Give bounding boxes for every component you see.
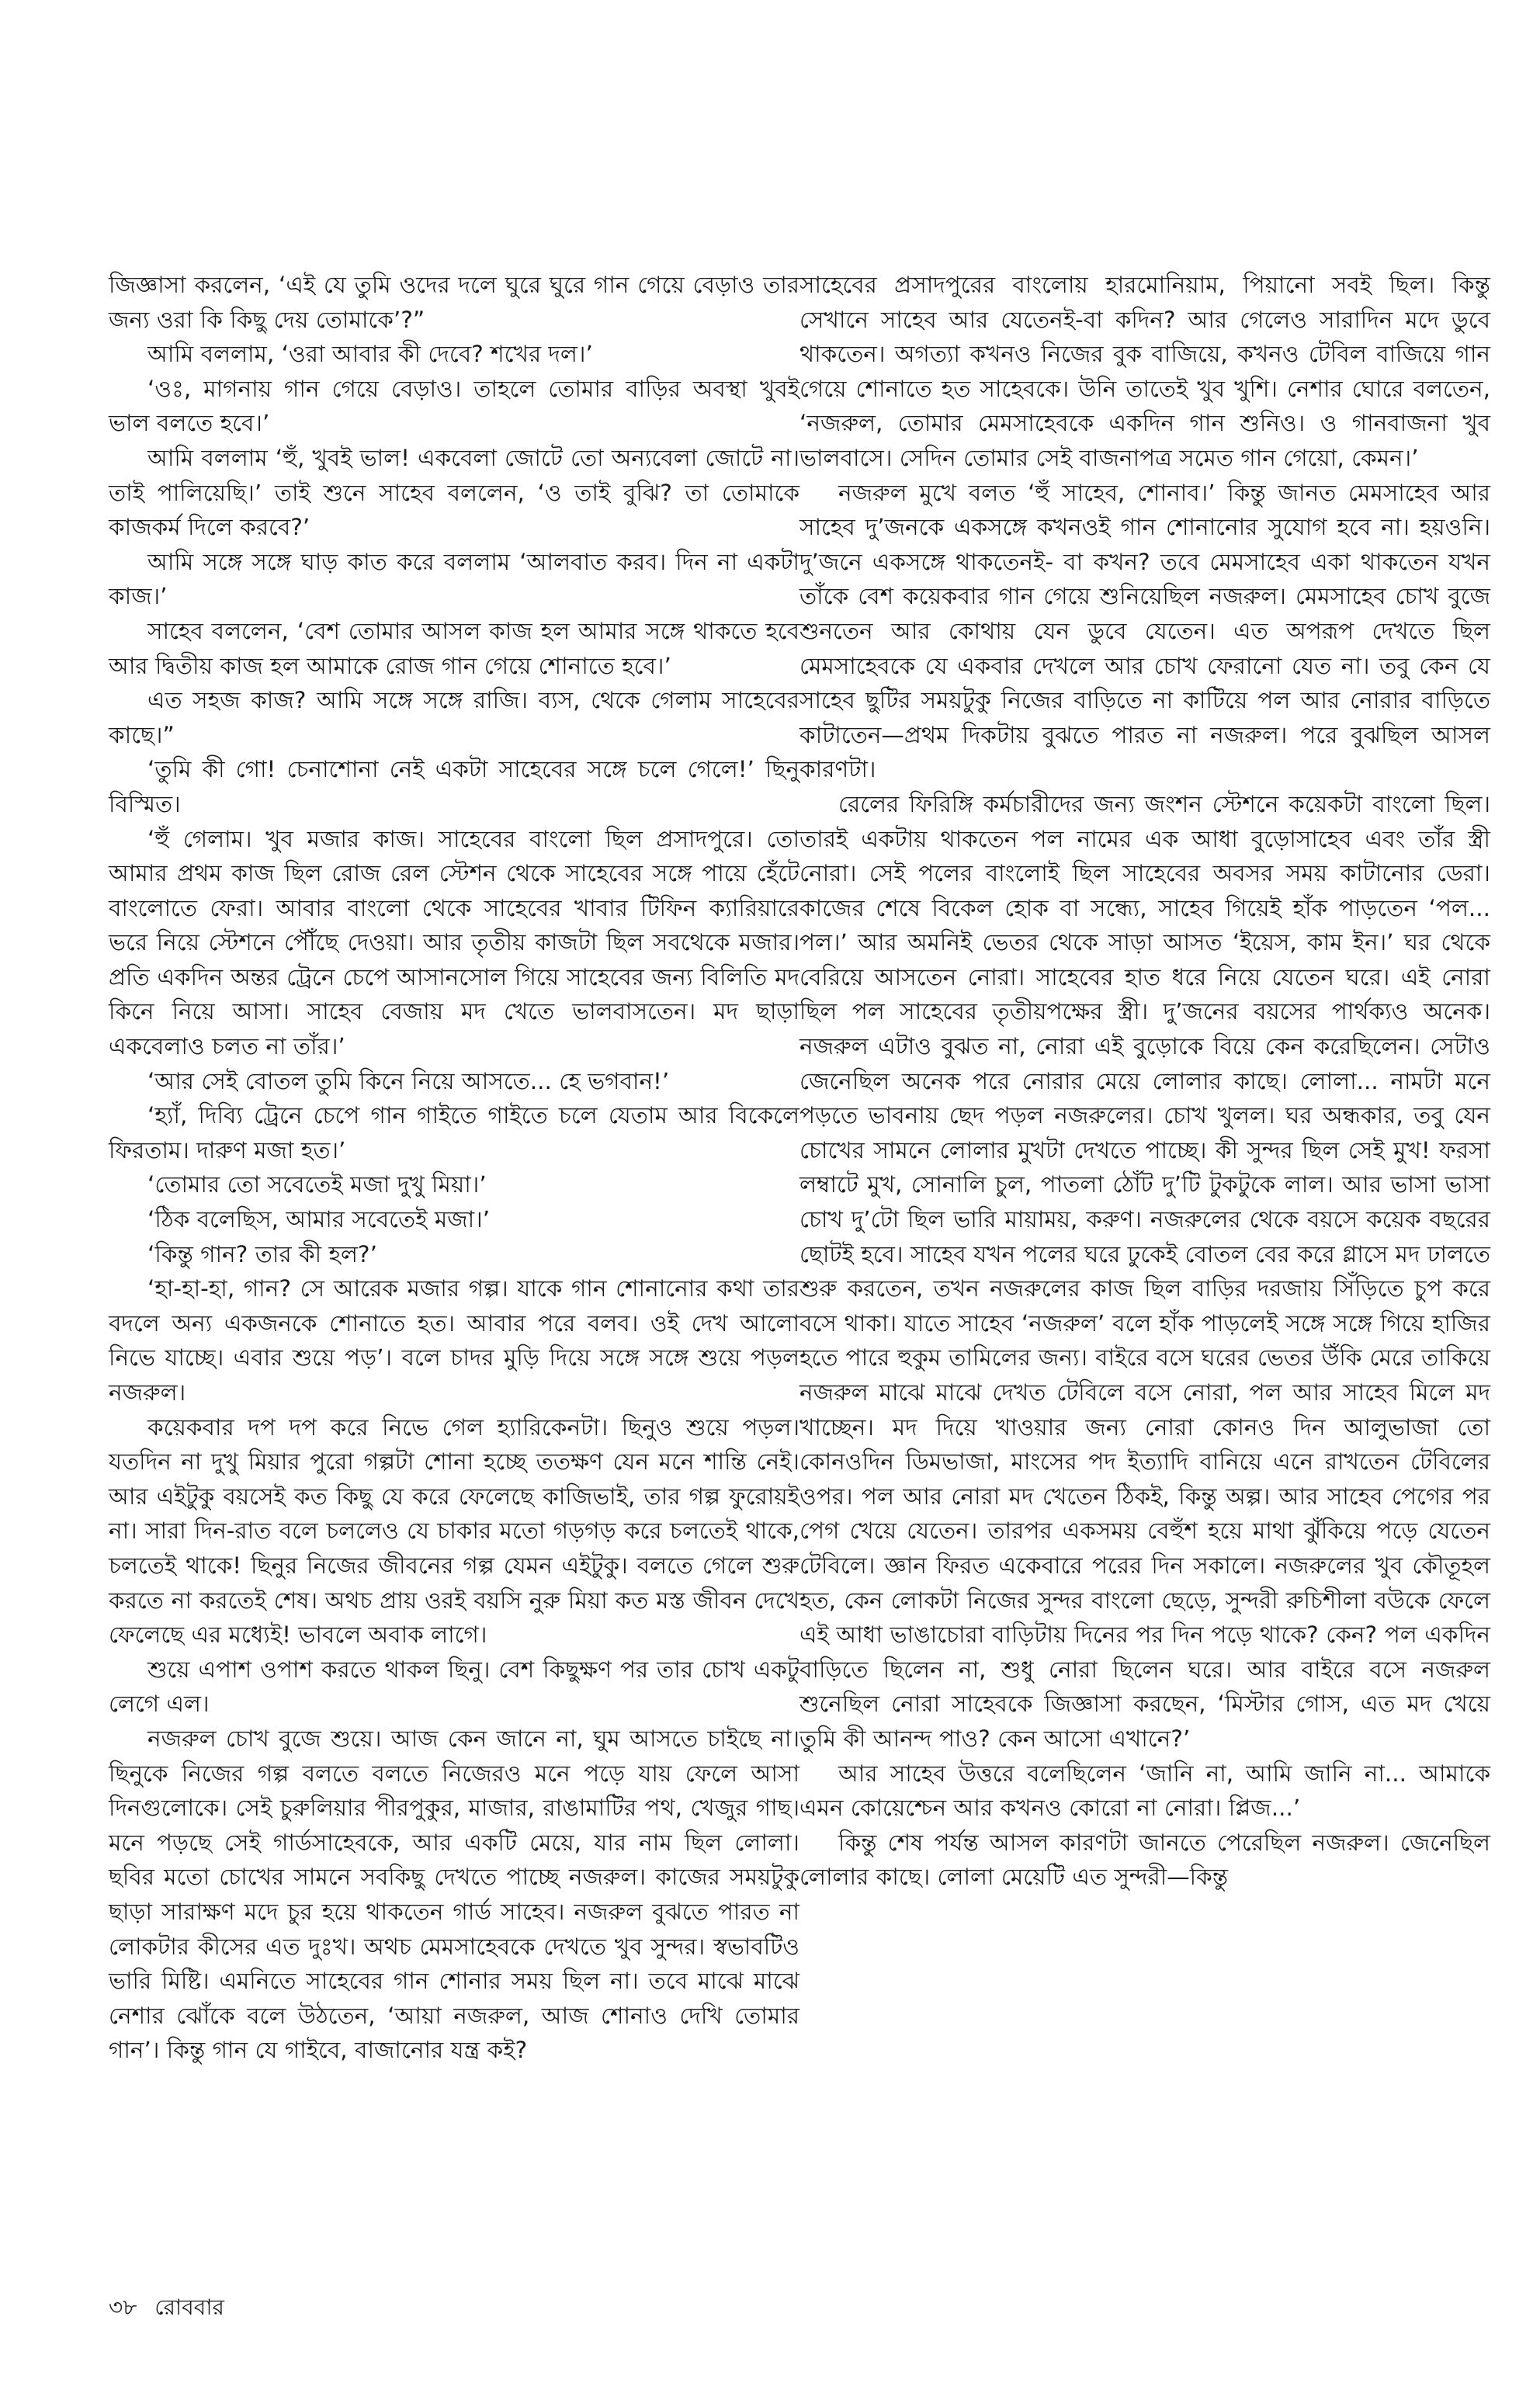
paragraph: নজরুল চোখ বুজে শুয়ে। আজ কেন জানে না, ঘুম আসতে চাইছে না। ছিনুকে নিজের গল্প বলতে বলতে নিজেরও মনে পড়ে যায় ফেলে আসা দিনগুলোকে। সেই চুরুলিয়ার পীরপুকুর, মাজার, রাঙামাটির পথ, খেজুর গাছ। মনে পড়ছে সেই গার্ডসাহেবকে, আর একটি মেয়ে, যার নাম ছিল লোলা। ছবির মতো চোখের সামনে সবকিছু দেখতে পাচ্ছে নজরুল। কাজের সময়টুকু ছাড়া সারাক্ষণ মদে চুর হয়ে থাকতেন গার্ড সাহেব। নজরুল বুঝতে পারত না লোকটার কীসের এত দুঃখ। অথচ মেমসাহেবকে দেখতে খুব সুন্দর। স্বভাবটিও ভারি মিষ্টি। এমনিতে সাহেবের গান শোনার সময় ছিল না। তবে মাঝে মাঝে নেশার ঝোঁকে বলে উঠতেন, ‘আয়া নজরুল, আজ শোনাও দেখি তোমার গান’। কিন্তু গান যে গাইবে, বাজানোর যন্ত্র কই?	[109, 1725, 799, 2064]
paragraph: এত সহজ কাজ? আমি সঙ্গে সঙ্গে রাজি। ব্যস, থেকে গেলাম সাহেবের কাছে।”	[109, 687, 799, 748]
paragraph: ‘হ্যাঁ, দিব্যি ট্রেনে চেপে গান গাইতে গাইতে চলে যেতাম আর বিকেলে ফিরতাম। দারুণ মজা হত।’	[109, 1102, 799, 1164]
paragraph: ‘কিন্তু গান? তার কী হল?’	[147, 1240, 377, 1268]
paragraph: নজরুল মুখে বলত ‘হুঁ সাহেব, শোনাব।’ কিন্তু জানত মেমসাহেব আর সাহেব দু’জনকে একসঙ্গে কখনওই গান শোনানোর সুযোগ হবে না। হয়ওনি। দু’জনে একসঙ্গে থাকতেনই- বা কখন? তবে মেমসাহেব একা থাকতেন যখন তাঁকে বেশ কয়েকবার গান গেয়ে শুনিয়েছিল নজরুল। মেমসাহেব চোখ বুজে শুনতেন আর কোথায় যেন ডুবে যেতেন। এত অপরূপ দেখতে ছিল মেমসাহেবকে যে একবার দেখলে আর চোখ ফেরানো যেত না। তবু কেন যে সাহেব ছুটির সময়টুকু নিজের বাড়িতে না কাটিয়ে পল আর নোরার বাড়িতে কাটাতেন—প্রথম দিকটায় বুঝতে পারত না নজরুল। পরে বুঝছিল আসল কারণটা।	[799, 479, 1490, 783]
paragraph: সাহেবের প্রসাদপুরের বাংলোয় হারমোনিয়াম, পিয়ানো সবই ছিল। কিন্তু সেখানে সাহেব আর যেতেনই-বা কদিন? আর গেলেও সারাদিন মদে ডুবে থাকতেন। অগত্যা কখনও নিজের বুক বাজিয়ে, কখনও টেবিল বাজিয়ে গান গেয়ে শোনাতে হত সাহেবকে। উনি তাতেই খুব খুশি। নেশার ঘোরে বলতেন, ‘নজরুল, তোমার মেমসাহেবকে একদিন গান শুনিও। ও গানবাজনা খুব ভালবাসে। সেদিন তোমার সেই বাজনাপত্র সমেত গান গেয়ো, কেমন।’	[799, 272, 1490, 471]
paragraph: শুয়ে এপাশ ওপাশ করতে থাকল ছিনু। বেশ কিছুক্ষণ পর তার চোখ একটু লেগে এল।	[109, 1656, 799, 1718]
page-number: ৩৮	[109, 2294, 137, 2320]
paragraph: ‘ঠিক বলেছিস, আমার সবেতেই মজা।’	[147, 1206, 491, 1233]
page-footer	[109, 2294, 224, 2322]
paragraph: আমি সঙ্গে সঙ্গে ঘাড় কাত করে বললাম ‘আলবাত করব। দিন না একটা কাজ।’	[109, 548, 799, 610]
paragraph: ‘আর সেই বোতল তুমি কিনে নিয়ে আসতে... হে ভগবান!’	[147, 1067, 670, 1094]
paragraph: কিন্তু শেষ পর্যন্ত আসল কারণটা জানতে পেরেছিল নজরুল। জেনেছিল লোলার কাছে। লোলা মেয়েটি এত সুন্দরী—কিন্তু	[799, 1829, 1490, 1891]
paragraph: সাহেব বললেন, ‘বেশ তোমার আসল কাজ হল আমার সঙ্গে থাকতে হবে আর দ্বিতীয় কাজ হল আমাকে রোজ গান গেয়ে শোনাতে হবে।’	[109, 617, 799, 679]
paragraph: ‘ওঃ, মাগনায় গান গেয়ে বেড়াও। তাহলে তোমার বাড়ির অবস্থা খুবই ভাল বলতে হবে।’	[109, 375, 799, 437]
right-column	[799, 268, 1490, 1895]
paragraph: রেলের ফিরিঙ্গি কর্মচারীদের জন্য জংশন স্টেশনে কয়েকটা বাংলো ছিল। তারই একটায় থাকতেন পল নামের এক আধা বুড়োসাহেব এবং তাঁর স্ত্রী নোরা। সেই পলের বাংলোই ছিল সাহেবের অবসর সময় কাটানোর ডেরা। কাজের শেষে বিকেল হোক বা সন্ধ্যে, সাহেব গিয়েই হাঁক পাড়তেন ‘পল... পল।’ আর অমনিই ভেতর থেকে সাড়া আসত ‘ইয়েস, কাম ইন।’ ঘর থেকে বেরিয়ে আসতেন নোরা। সাহেবের হাত ধরে নিয়ে যেতেন ঘরে। এই নোরা ছিল পল সাহেবের তৃতীয়পক্ষের স্ত্রী। দু’জনের বয়সের পার্থক্যও অনেক। নজরুল এটাও বুঝত না, নোরা এই বুড়োকে বিয়ে কেন করেছিলেন। সেটাও জেনেছিল অনেক পরে নোরার মেয়ে লোলার কাছে। লোলা... নামটা মনে পড়তে ভাবনায় ছেদ পড়ল নজরুলের। চোখ খুলল। ঘর অন্ধকার, তবু যেন চোখের সামনে লোলার মুখটা দেখতে পাচ্ছে। কী সুন্দর ছিল সেই মুখ! ফরসা লম্বাটে মুখ, সোনালি চুল, পাতলা ঠোঁট দু’টি টুকটুকে লাল। আর ভাসা ভাসা চোখ দু’টো ছিল ভারি মায়াময়, করুণ। নজরুলের থেকে বয়সে কয়েক বছরের ছোটই হবে। সাহেব যখন পলের ঘরে ঢুকেই বোতল বের করে গ্লাসে মদ ঢালতে শুরু করতেন, তখন নজরুলের কাজ ছিল বাড়ির দরজায় সিঁড়িতে চুপ করে বসে থাকা। যাতে সাহেব ‘নজরুল’ বলে হাঁক পাড়লেই সঙ্গে সঙ্গে গিয়ে হাজির হতে পারে হুকুম তামিলের জন্য। বাইরে বসে ঘরের ভেতর উঁকি মেরে তাকিয়ে নজরুল মাঝে মাঝে দেখত টেবিলে বসে নোরা, পল আর সাহেব মিলে মদ খাচ্ছেন। মদ দিয়ে খাওয়ার জন্য নোরা কোনও দিন আলুভাজা তো কোনওদিন ডিমভাজা, মাংসের পদ ইত্যাদি বানিয়ে এনে রাখতেন টেবিলের ওপর। পল আর নোরা মদ খেতেন ঠিকই, কিন্তু অল্প। আর সাহেব পেগের পর পেগ খেয়ে যেতেন। তারপর একসময় বেহুঁশ হয়ে মাথা ঝুঁকিয়ে পড়ে যেতেন টেবিলে। জ্ঞান ফিরত একেবারে পরের দিন সকালে। নজরুলের খুব কৌতূহল হত, কেন লোকটা নিজের সুন্দর বাংলো ছেড়ে, সুন্দরী রুচিশীলা বউকে ফেলে এই আধা ভাঙাচোরা বাড়িটায় দিনের পর দিন পড়ে থাকে? কেন? পল একদিন বাড়িতে ছিলেন না, শুধু নোরা ছিলেন ঘরে। আর বাইরে বসে নজরুল শুনেছিল নোরা সাহেবকে জিজ্ঞাসা করছেন, ‘মিস্টার গোস, এত মদ খেয়ে তুমি কী আনন্দ পাও? কেন আসো এখানে?’	[799, 790, 1490, 1752]
paragraph: কয়েকবার দপ দপ করে নিভে গেল হ্যারিকেনটা। ছিনুও শুয়ে পড়ল। যতদিন না দুখু মিয়ার পুরো গল্পটা শোনা হচ্ছে ততক্ষণ যেন মনে শান্তি নেই। আর এইটুকু বয়সেই কত কিছু যে করে ফেলেছে কাজিভাই, তার গল্প ফুরোয়ই না। সারা দিন-রাত বলে চললেও যে চাকার মতো গড়গড় করে চলতেই থাকে, চলতেই থাকে! ছিনুর নিজের জীবনের গল্প যেমন এইটুকু। বলতে গেলে শুরু করতে না করতেই শেষ। অথচ প্রায় ওরই বয়সি নুরু মিয়া কত মস্ত জীবন দেখে ফেলেছে এর মধ্যেই! ভাবলে অবাক লাগে।	[109, 1413, 799, 1649]
left-column	[109, 268, 799, 2068]
paragraph: ‘হা-হা-হা, গান? সে আরেক মজার গল্প। যাকে গান শোনানোর কথা তার বদলে অন্য একজনকে শোনাতে হত। আবার পরে বলব। ওই দেখ আলো নিভে যাচ্ছে। এবার শুয়ে পড়’। বলে চাদর মুড়ি দিয়ে সঙ্গে সঙ্গে শুয়ে পড়ল নজরুল।	[109, 1275, 799, 1406]
paragraph: জিজ্ঞাসা করলেন, ‘এই যে তুমি ওদের দলে ঘুরে ঘুরে গান গেয়ে বেড়াও তার জন্য ওরা কি কিছু দেয় তোমাকে’?”	[109, 272, 799, 333]
paragraph: ‘হুঁ গেলাম। খুব মজার কাজ। সাহেবের বাংলো ছিল প্রসাদপুরে। তো আমার প্রথম কাজ ছিল রোজ রেল স্টেশন থেকে সাহেবের সঙ্গে পায়ে হেঁটে বাংলোতে ফেরা। আবার বাংলো থেকে সাহেবের খাবার টিফিন ক্যারিয়ারে ভরে নিয়ে স্টেশনে পৌঁছে দেওয়া। আর তৃতীয় কাজটা ছিল সবথেকে মজার। প্রতি একদিন অন্তর ট্রেনে চেপে আসানসোল গিয়ে সাহেবের জন্য বিলিতি মদ কিনে নিয়ে আসা। সাহেব বেজায় মদ খেতে ভালবাসতেন। মদ ছাড়া একবেলাও চলত না তাঁর।’	[109, 825, 799, 1060]
paragraph: আর সাহেব উত্তরে বলেছিলেন ‘জানি না, আমি জানি না... আমাকে এমন কোয়েশ্চেন আর কখনও কোরো না নোরা। প্লিজ...’	[799, 1760, 1490, 1822]
paragraph: আমি বললাম, ‘ওরা আবার কী দেবে? শখের দল।’	[147, 341, 593, 368]
paragraph: ‘তুমি কী গো! চেনাশোনা নেই একটা সাহেবের সঙ্গে চলে গেলে!’ ছিনু বিস্মিত।	[109, 756, 799, 817]
paragraph: আমি বললাম ‘হুঁ, খুবই ভাল! একবেলা জোটে তো অন্যবেলা জোটে না। তাই পালিয়েছি।’ তাই শুনে সাহেব বললেন, ‘ও তাই বুঝি? তা তোমাকে কাজকর্ম দিলে করবে?’	[109, 444, 799, 541]
paragraph: ‘তোমার তো সবেতেই মজা দুখু মিয়া।’	[147, 1171, 487, 1198]
magazine-name: রোববার	[154, 2294, 224, 2320]
